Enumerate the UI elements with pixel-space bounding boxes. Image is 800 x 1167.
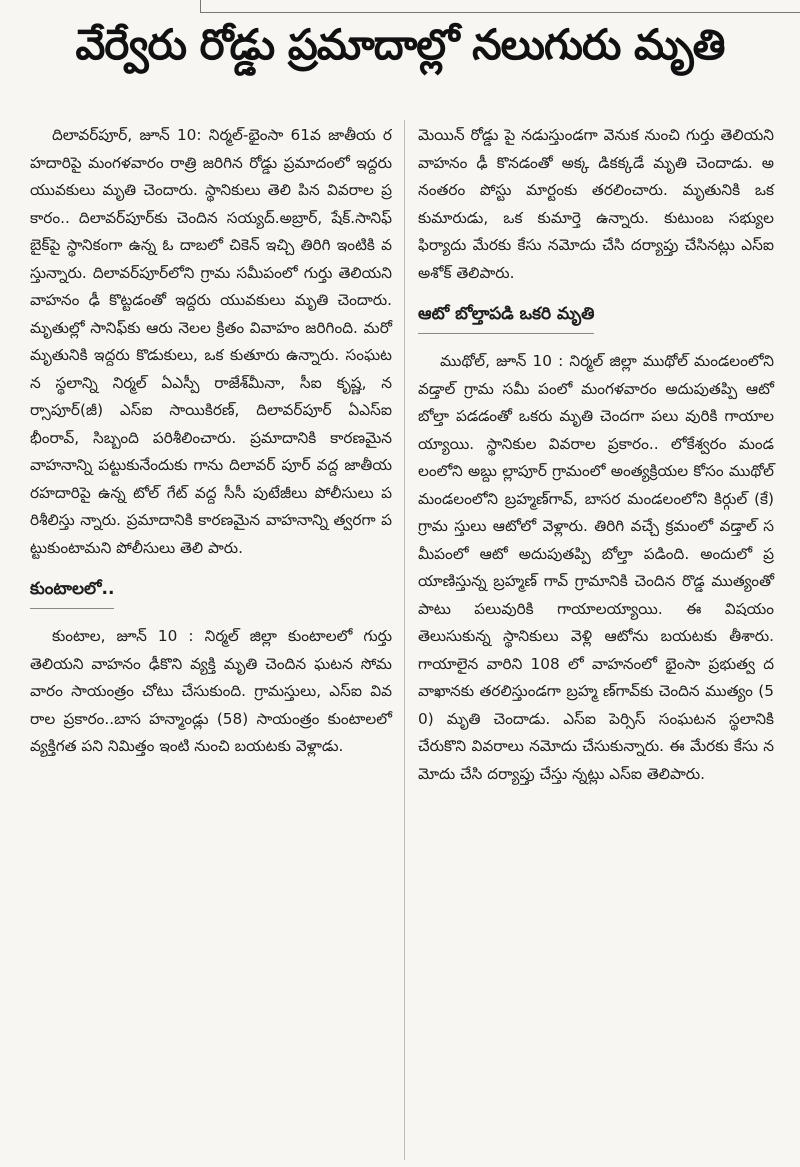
story2-body: కుంటాల, జూన్ 10 : నిర్మల్ జిల్లా కుంటాలలో గుర్తు తెలియని వాహనం ఢీకొని వ్యక్తి మృతి చెందిన ఘటన సోమవారం సాయంత్రం చోటు చేసుకుంది. గ్రామస్తులు, ఎస్ఐ వివరాల ప్రకారం..బాస హన్మాండ్లు (58) సాయంత్రం కుంటాలలో వ్యక్తిగత పని నిమిత్తం ఇంటి నుంచి బయటకు వెళ్లాడు. bbox=[30, 627, 392, 755]
left-column bbox=[30, 122, 392, 761]
subhead-auto-accident: ఆటో బోల్తాపడి ఒకరి మృతి bbox=[418, 293, 594, 334]
subhead-kuntala: కుంటాలలో.. bbox=[30, 568, 114, 609]
story2-continued: మెయిన్ రోడ్డు పై నడుస్తుండగా వెనుక నుంచి గుర్తు తెలియని వాహనం ఢీ కొనడంతో అక్క డికక్కడే మృతి చెందాడు. అనంతరం పోస్టు మార్టంకు తరలించారు. మృతునికి ఒక కుమారుడు, ఒక కుమార్తె ఉన్నారు. కుటుంబ సభ్యుల ఫిర్యాదు మేరకు కేసు నమోదు చేసి దర్యాప్తు చేసినట్లు ఎస్ఐ అశోక్ తెలిపారు. bbox=[418, 126, 774, 282]
headline: వేర్వేరు రోడ్డు ప్రమాదాల్లో నలుగురు మృతి bbox=[75, 20, 725, 69]
top-rule bbox=[200, 12, 800, 13]
story1-body: దిలావర్‌పూర్, జూన్ 10: నిర్మల్-భైంసా 61వ జాతీయ రహదారిపై మంగళవారం రాత్రి జరిగిన రోడ్డు ప్రమాదంలో ఇద్దరు యువకులు మృతి చెందారు. స్థానికులు తెలి పిన వివరాల ప్రకారం.. దిలావర్‌పూర్‌కు చెందిన సయ్యద్.అబ్రార్, షేక్.సానిఫ్ బైక్‌పై స్థానికంగా ఉన్న ఓ దాబలో చికెన్ ఇచ్చి తిరిగి ఇంటికి వస్తున్నారు. దిలావర్‌పూర్‌లోని గ్రామ సమీపంలో గుర్తు తెలియని వాహనం ఢీ కొట్టడంతో ఇద్దరు యువకులు మృతి చెందారు. మృతుల్లో సానిఫ్‌కు ఆరు నెలల క్రితం వివాహం జరిగింది. మరో మృతునికి ఇద్దరు కొడుకులు, ఒక కుతూరు ఉన్నారు. సంఘటన స్థలాన్ని నిర్మల్ ఏఎస్పీ రాజేశ్‌మీనా, సీఐ కృష్ణ, నర్సాపూర్(జీ) ఎస్ఐ సాయికిరణ్, దిలావర్‌పూర్ ఏఎస్ఐ భీంరావ్, సిబ్బంది పరిశీలించారు. ప్రమాదానికి కారణమైన వాహనాన్ని పట్టుకునేందుకు గాను దిలావర్ పూర్ వద్ద జాతీయ రహదారిపై ఉన్న టోల్ గేట్ వద్ద సీసీ పుటేజీలు పోలీసులు పరిశీలిస్తు న్నారు. ప్రమాదానికి కారణమైన వాహనాన్ని త్వరగా పట్టుకుంటామని పోలీసులు తెలి పారు. bbox=[30, 126, 392, 557]
story3-body: ముథోల్, జూన్ 10 : నిర్మల్ జిల్లా ముథోల్ మండలంలోని వడ్తాల్ గ్రామ సమీ పంలో మంగళవారం అదుపుతప్పి ఆటో బోల్తా పడడంతో ఒకరు మృతి చెందగా పలు వురికి గాయాలయ్యాయి. స్థానికుల వివరాల ప్రకారం.. లోకేశ్వరం మండలంలోని అబ్దు ల్లాపూర్ గ్రామంలో అంత్యక్రియల కోసం ముథోల్ మండలంలోని బ్రహ్మణ్‌గావ్, బాసర మండలంలోని కిర్గుల్ (కే) గ్రామ స్తులు ఆటోలో వెళ్లారు. తిరిగి వచ్చే క్రమంలో వడ్తాల్ సమీపంలో ఆటో అదుపుతప్పి బోల్తా పడింది. అందులో ప్రయాణిస్తున్న బ్రహ్మణ్ గావ్ గ్రామానికి చెందిన రొడ్డ ముత్యంతో పాటు పలువురికి గాయాలయ్యాయి. ఈ విషయం తెలుసుకున్న స్థానికులు వెళ్లి ఆటోను బయటకు తీశారు. గాయాలైన వారిని 108 లో వాహనంలో భైంసా ప్రభుత్వ దవాఖానకు తరలిస్తుండగా బ్రహ్మ ణ్‌గావ్‌కు చెందిన ముత్యం (50) మృతి చెందాడు. ఎస్ఐ పెర్సిస్ సంఘటన స్థలానికి చేరుకొని వివరాలు నమోదు చేసుకున్నారు. ఈ మేరకు కేసు నమోదు చేసి దర్యాప్తు చేస్తు న్నట్లు ఎస్ఐ తెలిపారు. bbox=[418, 352, 774, 783]
top-tick bbox=[200, 0, 201, 12]
column-divider bbox=[404, 120, 405, 1160]
right-column bbox=[418, 122, 774, 788]
